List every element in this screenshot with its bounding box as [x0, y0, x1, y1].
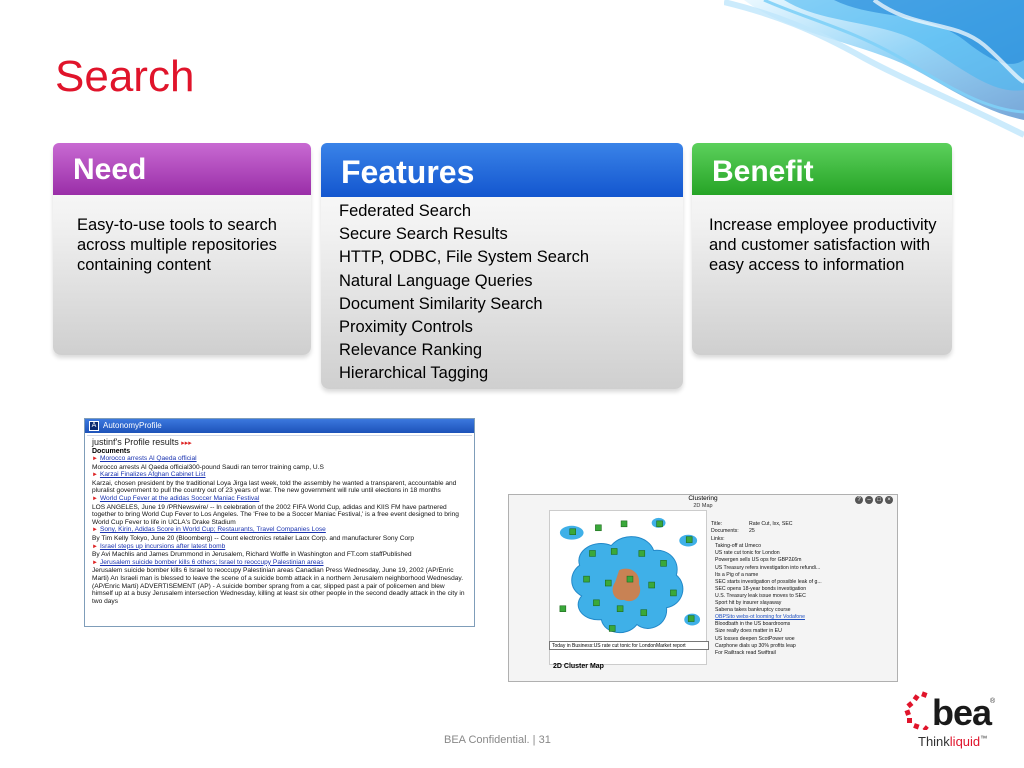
- link-item[interactable]: US rate cut tonic for London: [715, 550, 780, 557]
- feature-item: Relevance Ranking: [339, 341, 483, 360]
- cluster-title-text: Clustering: [688, 495, 718, 502]
- bullet-arrow-icon: ►: [92, 559, 98, 566]
- result-snippet: LOS ANGELES, June 19 /PRNewswire/ -- In celebration of the 2002 FIFA World Cup, adidas and KIIS FM have partnered together to bring World Cup Fever to Los Angeles. The 'Free to be a Soccer Maniac Festival,' is a free event designed to bring World Cup Fever to life in UCLA's Drake Stadium: [92, 503, 459, 526]
- result-item: [92, 471, 467, 495]
- cluster-node: [657, 521, 663, 527]
- profile-header-text: justinf's Profile results: [92, 437, 179, 447]
- link-item[interactable]: Sabena takes bankruptcy course: [715, 607, 791, 614]
- link-item[interactable]: Powergen sells US ops for GBP2£6m: [715, 557, 802, 564]
- cluster-node: [627, 576, 633, 582]
- result-item: [92, 543, 467, 559]
- link-item[interactable]: SEC opens 18-year bonds investigation: [715, 585, 807, 592]
- bea-logo: [902, 690, 1002, 752]
- benefit-card: [692, 143, 952, 355]
- cluster-node: [621, 521, 627, 527]
- result-snippet: By Avi Machlis and James Drummond in Jerusalem, Richard Wolffe in Washington and FT.com staffPublished: [92, 551, 412, 559]
- result-item: [92, 526, 467, 542]
- clustering-screenshot: [508, 494, 898, 682]
- close-icon[interactable]: ×: [885, 496, 893, 504]
- tagline-think: Think: [918, 734, 950, 749]
- cluster-node: [560, 606, 566, 612]
- cluster-node: [570, 529, 576, 535]
- cluster-node: [639, 550, 645, 556]
- link-item[interactable]: US Treasury refers investigation into refundi...: [715, 564, 821, 571]
- result-link[interactable]: Jerusalem suicide bomber kills 6 others; Israel to reoccupy Palestinian areas: [99, 558, 324, 566]
- autonomy-logo-icon: A: [89, 421, 99, 431]
- link-item[interactable]: For Railtrack read Swiftrail: [715, 649, 776, 656]
- profile-window-title: AutonomyProfile: [103, 421, 162, 430]
- cluster-node: [595, 525, 601, 531]
- help-icon[interactable]: ?: [855, 496, 863, 504]
- cluster-subtitle: 2D Map: [693, 502, 713, 509]
- feature-item: Secure Search Results: [339, 225, 508, 244]
- cluster-node: [593, 600, 599, 606]
- feature-item: Hierarchical Tagging: [339, 364, 489, 383]
- features-card: [321, 143, 683, 389]
- autonomy-profile-screenshot: [84, 418, 475, 627]
- maximize-icon[interactable]: □: [875, 496, 883, 504]
- title-label: Title:: [711, 521, 723, 527]
- cluster-node: [649, 582, 655, 588]
- map-label: 2D Cluster Map: [553, 663, 604, 670]
- result-item: [92, 495, 467, 526]
- cluster-node: [686, 537, 692, 543]
- link-item[interactable]: US losses deepen ScotPower woe: [715, 635, 795, 642]
- documents-value: 25: [749, 528, 755, 535]
- result-snippet: Jerusalem suicide bomber kills 6 Israel to reoccupy Palestinian areas Canadian Press Wednesday, June 19, 2002 (AP/Enric Marti) An Israeli man is blessed to leave the scene of a suicide bomb attack in a northern Jerusalem neighborhood Wednesday. (AP/Enric Marti) ADVERTISEMENT (AP) - A suicide bomber sprang from a car, slipped past a pair of policemen and blew himself up at a busy Jerusalem intersection Wednesday, killing at least six other people in the second deadly attack in the city in two days: [92, 567, 465, 605]
- result-item: [92, 455, 467, 471]
- result-item: [92, 559, 467, 606]
- bea-wordmark: bea: [932, 692, 992, 733]
- bullet-arrow-icon: ►: [92, 495, 98, 502]
- link-item[interactable]: Bloodbath in the US boardrooms: [715, 621, 791, 628]
- tagline-tm: ™: [980, 735, 988, 743]
- feature-item: Document Similarity Search: [339, 294, 543, 313]
- links-label: Links:: [711, 536, 725, 543]
- link-item[interactable]: Size really does matter in EU: [715, 628, 782, 635]
- feature-item: HTTP, ODBC, File System Search: [339, 248, 590, 267]
- window-controls: [855, 496, 893, 504]
- slide-footer: BEA Confidential. | 31: [444, 734, 551, 746]
- slide-title: Search: [55, 52, 195, 101]
- cluster-node: [584, 576, 590, 582]
- result-link[interactable]: Israel steps up incursions after latest bomb: [99, 542, 226, 550]
- registered-mark: ®: [990, 698, 996, 705]
- bullet-arrow-icon: ►: [92, 543, 98, 550]
- title-value: Rate Cut, Ixx, SEC: [749, 521, 793, 527]
- documents-label: Documents:: [711, 528, 739, 535]
- benefit-heading: Benefit: [692, 143, 952, 195]
- benefit-body: Increase employee productivity and customer satisfaction with easy access to information: [709, 216, 937, 274]
- arrows-icon: ▸▸▸: [181, 440, 192, 447]
- cluster-node: [617, 606, 623, 612]
- features-heading: Features: [321, 143, 683, 197]
- result-snippet: Morocco arrests Al Qaeda official300-pound Saudi ran terror training camp, U.S: [92, 463, 324, 471]
- cluster-window-title: [509, 495, 897, 509]
- cluster-node: [661, 560, 667, 566]
- feature-item: Federated Search: [339, 202, 472, 220]
- link-item[interactable]: Taking-off at Umeco: [715, 543, 762, 550]
- result-snippet: Karzai, chosen president by the traditional Loya Jirga last week, told the assembly he wanted a transparent, accountable and pluralist government to pull the country out of 23 years of war. The new government will rule until elections in 18 months: [92, 479, 457, 495]
- tagline-liquid: liquid: [949, 734, 981, 749]
- minimize-icon[interactable]: –: [865, 496, 873, 504]
- profile-title-bar: [85, 419, 474, 433]
- need-card: [53, 143, 311, 355]
- cluster-node: [611, 549, 617, 555]
- bullet-arrow-icon: ►: [92, 456, 98, 462]
- cluster-node: [590, 550, 596, 556]
- cluster-node: [605, 580, 611, 586]
- result-link[interactable]: Morocco arrests Al Qaeda official: [99, 455, 197, 462]
- link-item[interactable]: U.S. Treasury leak issue moves to SEC: [715, 592, 806, 599]
- documents-section-label: Documents: [92, 448, 131, 455]
- profile-results-header: [92, 437, 467, 447]
- map-caption: Today in Business:US rate cut tonic for LondonMarket report: [549, 641, 709, 650]
- need-heading: Need: [53, 143, 311, 195]
- cluster-node: [641, 610, 647, 616]
- cluster-node: [609, 626, 615, 632]
- result-link[interactable]: Sony, Kirin, Adidas Score in World Cup; Restaurants, Travel Companies Lose: [99, 526, 326, 534]
- bea-tagline: [918, 734, 987, 749]
- cluster-node: [688, 616, 694, 622]
- result-snippet: By Tim Kelly Tokyo, June 20 (Bloomberg) -- Count electronics retailer Laox Corp. and manufacturer Sony Corp: [92, 534, 415, 542]
- result-link[interactable]: World Cup Fever at the adidas Soccer Maniac Festival: [99, 494, 260, 502]
- cluster-info-panel: [711, 521, 891, 657]
- need-body: Easy-to-use tools to search across multiple repositories containing content: [77, 216, 277, 274]
- features-list: [339, 200, 669, 386]
- link-item[interactable]: Carphone dials up 30% profits leap: [715, 642, 796, 649]
- bullet-arrow-icon: ►: [92, 527, 98, 534]
- link-item-highlighted[interactable]: OBPSito webs-ot looming for Vodafone: [715, 614, 805, 621]
- blue-swirl-decoration: [724, 0, 1024, 140]
- feature-item: Proximity Controls: [339, 318, 473, 337]
- bullet-arrow-icon: ►: [92, 472, 98, 479]
- cluster-node: [670, 590, 676, 596]
- link-item[interactable]: Its a Pig of a name: [715, 571, 759, 578]
- feature-item: Natural Language Queries: [339, 271, 533, 290]
- link-item[interactable]: Sport hit by insurer slayaway: [715, 600, 782, 607]
- link-item[interactable]: SEC starts investigation of possible leak of g...: [715, 578, 822, 585]
- result-link[interactable]: Karzai Finalizes Afghan Cabinet List: [99, 471, 206, 479]
